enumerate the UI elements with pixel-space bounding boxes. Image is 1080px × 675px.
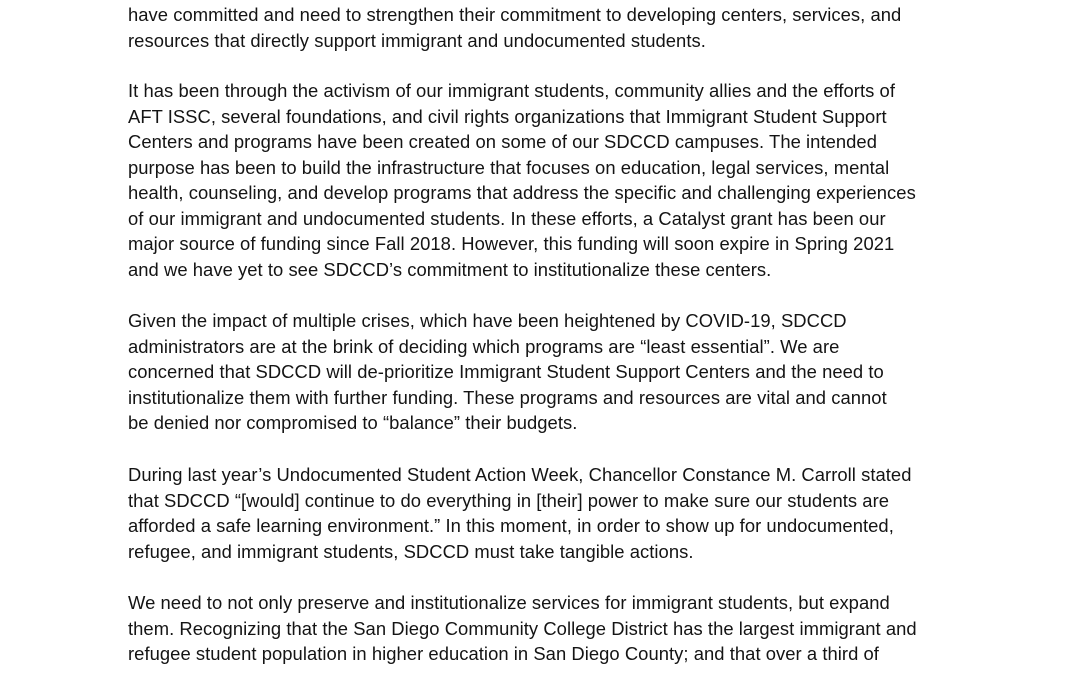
text-line: that SDCCD “[would] continue to do everything in [their] power to make sure our students are: [128, 489, 890, 511]
text-line: administrators are at the brink of deciding which programs are “least essential”. We are: [128, 335, 840, 357]
text-line: major source of funding since Fall 2018. However, this funding will soon expire in Spring 2021: [128, 233, 895, 254]
text-line: purpose has been to build the infrastructure that focuses on education, legal services, mental: [128, 156, 890, 178]
text-line: We need to not only preserve and institutionalize services for immigrant students, but expand: [128, 592, 890, 613]
text-line: Given the impact of multiple crises, which have been heightened by COVID-19, SDCCD: [128, 310, 847, 331]
paragraph-covid-impact: [128, 308, 887, 436]
paragraph-expand-services: [128, 590, 917, 667]
text-line: institutionalize them with further funding. These programs and resources are vital and cannot: [128, 386, 887, 408]
text-line: be denied nor compromised to “balance” their budgets.: [128, 412, 578, 433]
paragraph-commitment: [128, 2, 901, 53]
text-line: It has been through the activism of our immigrant students, community allies and the efforts of: [128, 80, 895, 101]
paragraph-activism: [128, 78, 916, 282]
text-line: health, counseling, and develop programs that address the specific and challenging experiences: [128, 182, 916, 203]
text-line: AFT ISSC, several foundations, and civil rights organizations that Immigrant Student Support: [128, 105, 887, 127]
text-line: concerned that SDCCD will de-prioritize Immigrant Student Support Centers and the need to: [128, 361, 884, 382]
text-line: have committed and need to strengthen their commitment to developing centers, services, and: [128, 4, 902, 25]
text-line: refugee student population in higher education in San Diego County; and that over a third of: [128, 643, 879, 664]
text-line: During last year’s Undocumented Student Action Week, Chancellor Constance M. Carroll stated: [128, 464, 912, 485]
text-line: afforded a safe learning environment.” In this moment, in order to show up for undocumented,: [128, 515, 894, 536]
text-line: of our immigrant and undocumented students. In these efforts, a Catalyst grant has been our: [128, 207, 886, 229]
text-line: and we have yet to see SDCCD’s commitment to institutionalize these centers.: [128, 258, 772, 280]
text-line: resources that directly support immigrant and undocumented students.: [128, 29, 706, 51]
text-line: refugee, and immigrant students, SDCCD must take tangible actions.: [128, 540, 694, 562]
text-line: Centers and programs have been created on some of our SDCCD campuses. The intended: [128, 131, 877, 152]
paragraph-action-week: [128, 462, 911, 564]
text-line: them. Recognizing that the San Diego Community College District has the largest immigrant and: [128, 617, 917, 639]
